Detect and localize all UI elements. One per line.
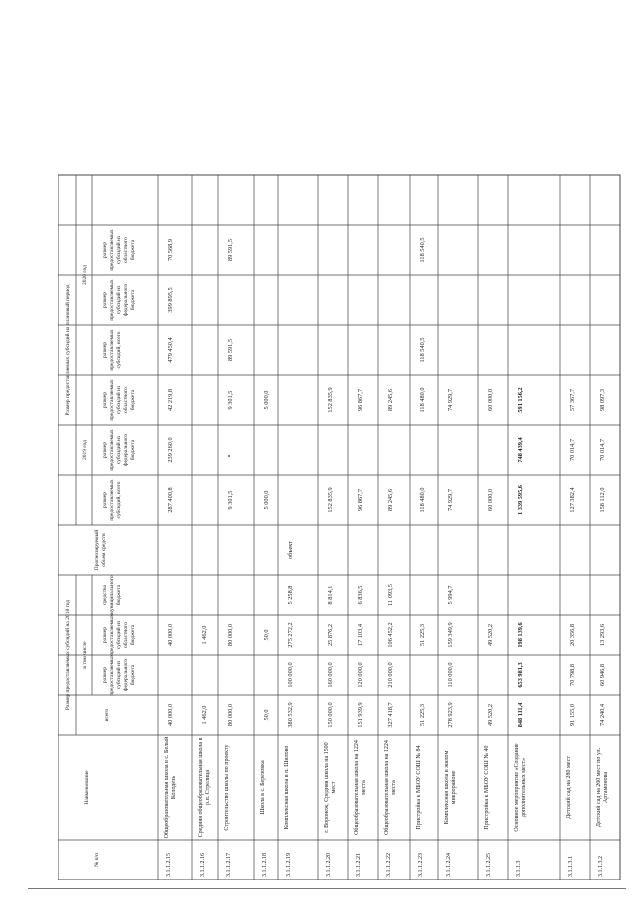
header-2020-reg: бюджета bbox=[130, 239, 136, 261]
header-2020-reg: предоставляемых bbox=[109, 229, 115, 271]
row-name: Комплексная школа в жилом bbox=[444, 750, 450, 825]
cell-y19-reg: 9 301,5 bbox=[227, 390, 234, 410]
cell-note: объект bbox=[287, 541, 294, 559]
header-forecast: Прогнозируемый bbox=[94, 529, 100, 571]
cell-y19-reg: 5 000,0 bbox=[263, 390, 270, 410]
header-mun: средства bbox=[102, 584, 108, 606]
cell-y19-total: 158 112,0 bbox=[599, 487, 606, 513]
cell-fed: 110 000,0 bbox=[447, 662, 454, 688]
header-2019-reg: предоставляемых bbox=[109, 379, 115, 421]
row-name: Пристройка к МБОУ СОШ № 84 bbox=[416, 745, 422, 830]
row-name: Общеобразовательная школа на 1224 bbox=[354, 740, 360, 835]
header-planning: Размер предоставляемых субсидий на плановый период bbox=[65, 284, 71, 416]
row-name: места bbox=[391, 780, 397, 795]
header-2020-reg: областного bbox=[123, 236, 129, 264]
cell-fed: 160 000,0 bbox=[327, 662, 334, 688]
row-name: Детский сад на 280 мест bbox=[566, 756, 572, 819]
row-name: Основное мероприятие «Создание bbox=[514, 743, 520, 832]
cell-y19-reg: 152 835,9 bbox=[327, 387, 334, 413]
header-2020-reg: субсидий из bbox=[116, 235, 122, 265]
row-code: 3.1.1.2.22 bbox=[386, 853, 392, 877]
cell-y19-total: 287 400,8 bbox=[167, 487, 174, 513]
header-forecast: объем средств bbox=[101, 533, 107, 567]
header-2019: 2019 год bbox=[82, 440, 88, 460]
cell-fed: 653 981,3 bbox=[517, 662, 524, 688]
row-name: Школа в с. Березовка bbox=[260, 760, 266, 815]
cell-y19-reg: 89 245,6 bbox=[387, 388, 394, 412]
header-subsidy-2018: Размер предоставляемых субсидий на 2018 год bbox=[65, 599, 71, 711]
row-name: г. Воронеж, Средняя школа на 1500 bbox=[324, 742, 330, 833]
row-name: дополнительных мест» bbox=[521, 757, 527, 818]
cell-fed: 70 798,8 bbox=[569, 663, 576, 687]
row-code: 3.1.1.2.18 bbox=[262, 853, 268, 877]
cell-mun: 8 814,1 bbox=[327, 585, 334, 605]
cell-y19-fed: 748 439,4 bbox=[517, 437, 524, 463]
cell-y19-reg: 96 867,7 bbox=[357, 388, 364, 412]
cell-reg: 159 349,9 bbox=[447, 622, 454, 648]
cell-y20-reg: 118 540,5 bbox=[419, 237, 426, 263]
header-fed: федерального bbox=[123, 658, 129, 692]
header-2019-fed: бюджета bbox=[130, 439, 136, 461]
cell-y19-total: 152 835,9 bbox=[327, 487, 334, 513]
cell-y19-fed: 70 014,7 bbox=[599, 438, 606, 462]
row-code: 3.1.1.3.2 bbox=[598, 856, 604, 877]
cell-y20-reg: 89 591,5 bbox=[227, 238, 234, 262]
cell-y19-reg: 42 219,8 bbox=[167, 388, 174, 412]
header-reg: размер bbox=[102, 627, 108, 643]
cell-reg: 40 000,0 bbox=[167, 623, 174, 647]
row-code: 3.1.1.3 bbox=[516, 860, 522, 877]
cell-y20-reg: 70 568,9 bbox=[167, 238, 174, 262]
header-2020-total: размер bbox=[102, 342, 108, 358]
header-2020-fed: субсидий из bbox=[116, 285, 122, 315]
header-2020-total: предоставляемых bbox=[109, 329, 115, 371]
cell-mun: 11 093,5 bbox=[387, 584, 394, 606]
header-2019-total: субсидий, всего bbox=[116, 481, 122, 519]
cell-y20-total: 479 450,4 bbox=[167, 337, 174, 363]
header-reg: областного bbox=[123, 621, 129, 649]
row-name: Общеобразовательная школа на 1224 bbox=[384, 740, 390, 835]
cell-total: 151 939,9 bbox=[357, 702, 364, 728]
cell-reg: 50,0 bbox=[263, 629, 270, 641]
header-2019-total: предоставляемых bbox=[109, 479, 115, 521]
cell-total: 91 155,0 bbox=[569, 703, 576, 727]
cell-total: 848 111,4 bbox=[517, 702, 524, 728]
row-name: Колодезь bbox=[171, 775, 177, 800]
header-2020: 2020 год bbox=[82, 265, 88, 285]
cell-total: 80 000,0 bbox=[227, 703, 234, 727]
cell-total: 50,0 bbox=[263, 709, 270, 721]
cell-y19-total: 96 867,7 bbox=[357, 488, 364, 512]
cell-mun: 5 258,8 bbox=[287, 585, 294, 605]
row-code: 3.1.1.2.16 bbox=[200, 853, 206, 877]
cell-total: 150 000,0 bbox=[327, 702, 334, 728]
cell-fed: 100 000,0 bbox=[287, 662, 294, 688]
cell-reg: 20 356,8 bbox=[569, 623, 576, 647]
cell-total: 51 225,3 bbox=[419, 703, 426, 727]
cell-reg: 25 876,2 bbox=[327, 623, 334, 647]
cell-total: 49 520,2 bbox=[487, 703, 494, 727]
cell-reg: 198 139,6 bbox=[517, 622, 524, 648]
header-2019-fed: предоставляемых bbox=[109, 429, 115, 471]
row-code: 3.1.1.2.19 bbox=[286, 853, 292, 877]
cell-y19-fed: 70 014,7 bbox=[569, 438, 576, 462]
header-2019-reg: областного bbox=[123, 386, 129, 414]
row-name: Средняя общеобразовательная школа в bbox=[198, 737, 204, 838]
header-2020-reg: размер bbox=[102, 242, 108, 258]
cell-fed: 210 000,0 bbox=[387, 662, 394, 688]
cell-y19-fed: 239 260,0 bbox=[167, 437, 174, 463]
cell-y19-total: 60 000,0 bbox=[487, 488, 494, 512]
header-2019-fed: субсидий из bbox=[116, 435, 122, 465]
cell-total: 1 462,0 bbox=[201, 705, 208, 725]
header-2020-fed: бюджета bbox=[130, 289, 136, 311]
row-name: Пристройка к МБОУ СОШ № 40 bbox=[484, 745, 490, 830]
cell-y19-reg: 74 929,7 bbox=[447, 388, 454, 412]
cell-reg: 1 462,0 bbox=[201, 625, 208, 645]
row-code: 3.1.1.2.25 bbox=[486, 853, 492, 877]
cell-total: 40 000,0 bbox=[167, 703, 174, 727]
header-reg: бюджета bbox=[130, 624, 136, 646]
header-2019-fed: размер bbox=[102, 442, 108, 458]
row-code: 3.1.1.3.1 bbox=[568, 856, 574, 877]
cell-mun: 6 836,5 bbox=[357, 585, 364, 605]
header-fed: бюджета bbox=[130, 664, 136, 686]
cell-y19-reg: 57 367,7 bbox=[569, 388, 576, 412]
cell-y20-total: 89 591,5 bbox=[227, 338, 234, 362]
header-2019-reg: размер bbox=[102, 392, 108, 408]
cell-fed: 120 000,0 bbox=[357, 662, 364, 688]
row-code: 3.1.1.2.20 bbox=[326, 853, 332, 877]
row-name: Детский сад на 260 мест по ул. bbox=[596, 747, 602, 828]
cell-y19-reg: 591 156,2 bbox=[517, 387, 524, 413]
cell-reg: 275 272,2 bbox=[287, 622, 294, 648]
cell-reg: 80 000,0 bbox=[227, 623, 234, 647]
cell-y19-total: 9 301,5 bbox=[227, 490, 234, 510]
row-name: Строительство школы по проекту bbox=[224, 744, 230, 831]
cell-y19-reg: 60 000,0 bbox=[487, 388, 494, 412]
cell-reg: 106 452,2 bbox=[387, 622, 394, 648]
page-bottom-line bbox=[28, 888, 626, 889]
cell-y19-total: 89 245,6 bbox=[387, 488, 394, 512]
header-fed: субсидий из bbox=[116, 660, 122, 690]
row-code: 3.1.1.2.17 bbox=[226, 853, 232, 877]
cell-reg: 17 103,4 bbox=[357, 623, 364, 647]
header-mun: муниципального bbox=[109, 575, 115, 615]
cell-fed: 60 946,8 bbox=[599, 663, 606, 687]
cell-total: 327 418,7 bbox=[387, 702, 394, 728]
cell-total: 278 923,9 bbox=[447, 702, 454, 728]
row-code: 3.1.1.2.21 bbox=[356, 853, 362, 877]
row-name: места bbox=[361, 780, 367, 795]
cell-total: 380 532,9 bbox=[287, 702, 294, 728]
header-fed: размер bbox=[102, 667, 108, 683]
row-code: 3.1.1.2.24 bbox=[446, 853, 452, 877]
cell-reg: 13 293,6 bbox=[599, 623, 606, 647]
cell-reg: 51 225,3 bbox=[419, 623, 426, 647]
header-fed: предоставляемых bbox=[109, 654, 115, 696]
table-frame bbox=[58, 175, 620, 880]
cell-y19-reg: 98 097,3 bbox=[599, 388, 606, 412]
cell-y19-total: 127 382,4 bbox=[569, 487, 576, 513]
header-number: № п/п bbox=[94, 852, 100, 868]
header-mun: бюджета bbox=[116, 584, 122, 606]
cell-total: 74 240,4 bbox=[599, 703, 606, 727]
cell-y19-total: 118 480,0 bbox=[419, 487, 426, 513]
row-name: Комплексная школа в п. Шилово bbox=[284, 745, 290, 830]
row-code: 3.1.1.2.15 bbox=[166, 853, 172, 877]
header-2020-total: субсидий, всего bbox=[116, 331, 122, 369]
cell-y20-fed: 399 895,5 bbox=[167, 287, 174, 313]
cell-y19-total: 74 929,7 bbox=[447, 488, 454, 512]
header-including: в том числе bbox=[82, 641, 88, 669]
row-code: 3.1.1.2.23 bbox=[418, 853, 424, 877]
header-2019-total: размер bbox=[102, 492, 108, 508]
row-name: р.п. Стрелица bbox=[205, 769, 211, 806]
cell-y19-total: 5 000,0 bbox=[263, 490, 270, 510]
header-reg: субсидий из bbox=[116, 620, 122, 650]
cell-reg: 49 520,2 bbox=[487, 623, 494, 647]
row-name: микрорайоне bbox=[451, 770, 457, 805]
header-2020-fed: предоставляемых bbox=[109, 279, 115, 321]
header-2019-reg: бюджета bbox=[130, 389, 136, 411]
row-name: Артамонова bbox=[603, 771, 609, 804]
cell-y20-total: 118 540,5 bbox=[419, 337, 426, 363]
cell-y19-total: 1 339 595,6 bbox=[517, 485, 524, 515]
cell-mun: 5 994,7 bbox=[447, 585, 454, 605]
header-name: Наименование bbox=[84, 770, 90, 805]
header-2019-reg: субсидий из bbox=[116, 385, 122, 415]
header-total: всего bbox=[104, 708, 110, 722]
header-2020-fed: размер bbox=[102, 292, 108, 308]
header-2019-fed: федерального bbox=[123, 433, 129, 467]
row-name: Общеобразовательная школа в с. Белый bbox=[164, 736, 170, 839]
header-2020-fed: федерального bbox=[123, 283, 129, 317]
row-name: мест bbox=[331, 781, 337, 794]
cell-y19-reg: 118 480,0 bbox=[419, 387, 426, 413]
header-reg: предоставляемых bbox=[109, 614, 115, 656]
subsidy-table bbox=[58, 60, 638, 880]
rotated-table-container bbox=[58, 60, 638, 880]
